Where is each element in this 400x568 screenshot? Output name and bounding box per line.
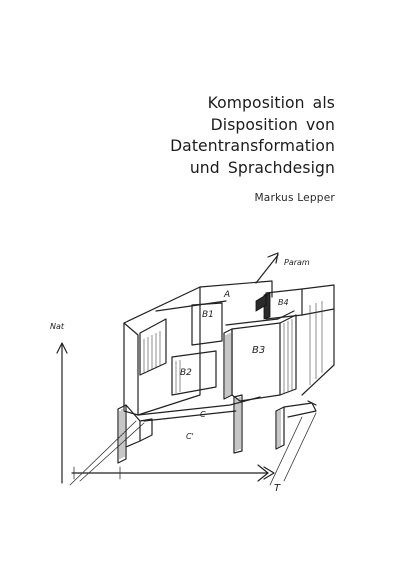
front-block-b3 [224, 311, 296, 401]
title-line-4: und Sprachdesign [189, 158, 335, 177]
label-nat: Nat [50, 322, 65, 331]
label-a: A [224, 290, 231, 300]
title-line-1: Komposition als [207, 94, 335, 112]
param-arrow [256, 253, 278, 283]
title-line-3: Datentransformation [170, 137, 335, 155]
title-line-2: Disposition von [210, 115, 335, 134]
right-pillars [234, 395, 316, 453]
upper-block-b4 [256, 285, 334, 395]
hand-drawn-sketch [40, 245, 360, 505]
book-title [170, 93, 335, 179]
label-param: Param [284, 258, 310, 267]
label-b2: B2 [180, 368, 192, 378]
author-name: Markus Lepper [254, 192, 335, 204]
label-t: T [274, 483, 281, 494]
sketch-axes [57, 343, 316, 485]
label-b4: B4 [278, 298, 289, 307]
label-c-prime: C' [186, 432, 194, 441]
label-b1: B1 [202, 310, 214, 320]
label-c: C [200, 410, 206, 419]
label-b3: B3 [252, 345, 266, 356]
